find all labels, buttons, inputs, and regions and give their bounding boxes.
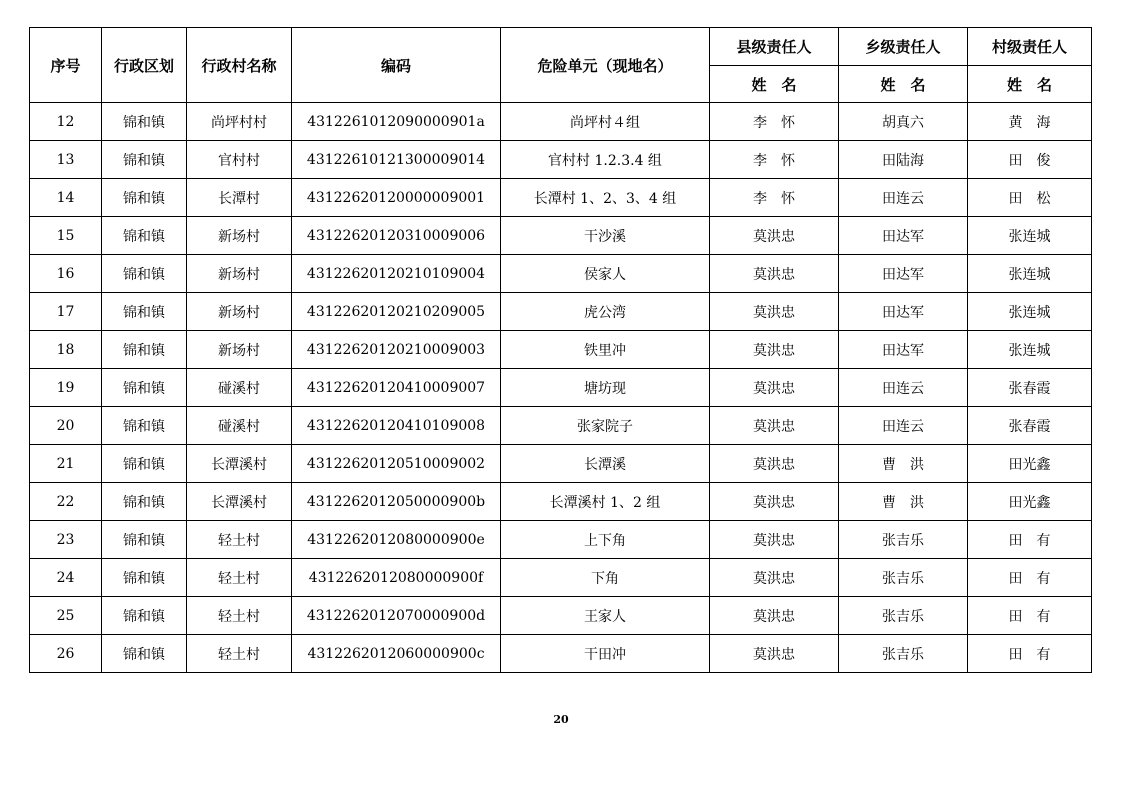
table-row [30, 635, 1092, 673]
cell-code: 43122620120210109004 [292, 255, 501, 293]
cell-village-leader: 张春霞 [968, 369, 1092, 407]
cell-county-leader: 莫洪忠 [710, 217, 839, 255]
cell-danger-unit: 王家人 [501, 597, 710, 635]
cell-seq: 22 [30, 483, 102, 521]
cell-seq: 15 [30, 217, 102, 255]
cell-town-leader: 田连云 [839, 369, 968, 407]
cell-village-leader: 张连城 [968, 331, 1092, 369]
cell-code: 43122620120410109008 [292, 407, 501, 445]
cell-seq: 19 [30, 369, 102, 407]
cell-seq: 13 [30, 141, 102, 179]
cell-code: 43122620120310009006 [292, 217, 501, 255]
cell-village: 碰溪村 [187, 369, 292, 407]
header-village-name-label: 姓 名 [968, 66, 1092, 103]
cell-district: 锦和镇 [102, 483, 187, 521]
cell-county-leader: 莫洪忠 [710, 445, 839, 483]
cell-village-leader: 田 松 [968, 179, 1092, 217]
cell-county-leader: 莫洪忠 [710, 521, 839, 559]
cell-village: 长潭村 [187, 179, 292, 217]
cell-danger-unit: 干田冲 [501, 635, 710, 673]
cell-village: 碰溪村 [187, 407, 292, 445]
cell-county-leader: 李 怀 [710, 179, 839, 217]
cell-town-leader: 田达军 [839, 217, 968, 255]
cell-county-leader: 莫洪忠 [710, 369, 839, 407]
table-row [30, 445, 1092, 483]
cell-danger-unit: 干沙溪 [501, 217, 710, 255]
cell-district: 锦和镇 [102, 445, 187, 483]
cell-code: 4312262012050000900b [292, 483, 501, 521]
cell-code: 43122620120000009001 [292, 179, 501, 217]
cell-seq: 18 [30, 331, 102, 369]
cell-village: 轻土村 [187, 521, 292, 559]
cell-code: 4312262012070000900d [292, 597, 501, 635]
cell-code: 4312261012090000901a [292, 103, 501, 141]
page-number: 20 [553, 713, 569, 726]
cell-district: 锦和镇 [102, 407, 187, 445]
cell-village: 长潭溪村 [187, 445, 292, 483]
cell-danger-unit: 上下角 [501, 521, 710, 559]
cell-district: 锦和镇 [102, 331, 187, 369]
cell-district: 锦和镇 [102, 597, 187, 635]
cell-county-leader: 莫洪忠 [710, 559, 839, 597]
responsibility-table [29, 27, 1092, 673]
cell-town-leader: 曹 洪 [839, 483, 968, 521]
cell-code: 4312261012130000901​4 [292, 141, 501, 179]
table-row [30, 331, 1092, 369]
cell-code: 4312262012080000900e [292, 521, 501, 559]
header-seq: 序号 [30, 28, 102, 103]
header-village-name: 行政村名称 [187, 28, 292, 103]
table-row [30, 293, 1092, 331]
cell-district: 锦和镇 [102, 293, 187, 331]
table-row [30, 597, 1092, 635]
cell-village: 尚坪村村 [187, 103, 292, 141]
cell-village: 新场村 [187, 293, 292, 331]
cell-village-leader: 田 有 [968, 635, 1092, 673]
cell-town-leader: 田陆海 [839, 141, 968, 179]
cell-county-leader: 莫洪忠 [710, 255, 839, 293]
cell-code: 43122620120410009007 [292, 369, 501, 407]
cell-village: 长潭溪村 [187, 483, 292, 521]
cell-seq: 12 [30, 103, 102, 141]
header-county-name: 姓 名 [710, 66, 839, 103]
cell-seq: 24 [30, 559, 102, 597]
cell-county-leader: 莫洪忠 [710, 407, 839, 445]
cell-seq: 21 [30, 445, 102, 483]
cell-seq: 23 [30, 521, 102, 559]
cell-code: 43122620120510009002 [292, 445, 501, 483]
table-row [30, 407, 1092, 445]
cell-danger-unit: 长潭溪 [501, 445, 710, 483]
cell-danger-unit: 张家院子 [501, 407, 710, 445]
cell-village-leader: 田 有 [968, 559, 1092, 597]
cell-district: 锦和镇 [102, 521, 187, 559]
cell-town-leader: 田达军 [839, 331, 968, 369]
header-danger-unit: 危险单元（现地名） [501, 28, 710, 103]
header-village-leader: 村级责任人 [968, 28, 1092, 66]
cell-town-leader: 张吉乐 [839, 521, 968, 559]
cell-village-leader: 田光鑫 [968, 483, 1092, 521]
cell-village-leader: 田 俊 [968, 141, 1092, 179]
cell-seq: 14 [30, 179, 102, 217]
cell-town-leader: 曹 洪 [839, 445, 968, 483]
cell-danger-unit: 塘坊现 [501, 369, 710, 407]
header-row-1 [30, 28, 1092, 66]
cell-code: 4312262012060000900c [292, 635, 501, 673]
cell-danger-unit: 尚坪村４组 [501, 103, 710, 141]
cell-village-leader: 田光鑫 [968, 445, 1092, 483]
cell-village-leader: 张连城 [968, 217, 1092, 255]
cell-town-leader: 田达军 [839, 293, 968, 331]
cell-danger-unit: 下角 [501, 559, 710, 597]
cell-code: 43122620120210209005 [292, 293, 501, 331]
cell-district: 锦和镇 [102, 255, 187, 293]
cell-seq: 20 [30, 407, 102, 445]
cell-danger-unit: 长潭溪村 1、2 组 [501, 483, 710, 521]
cell-town-leader: 胡真六 [839, 103, 968, 141]
cell-danger-unit: 侯家人 [501, 255, 710, 293]
table-row [30, 369, 1092, 407]
cell-county-leader: 莫洪忠 [710, 597, 839, 635]
cell-district: 锦和镇 [102, 141, 187, 179]
header-town-name: 姓 名 [839, 66, 968, 103]
cell-seq: 17 [30, 293, 102, 331]
cell-village: 轻土村 [187, 635, 292, 673]
cell-town-leader: 张吉乐 [839, 559, 968, 597]
cell-seq: 25 [30, 597, 102, 635]
table-row [30, 103, 1092, 141]
table-row [30, 559, 1092, 597]
cell-village: 新场村 [187, 331, 292, 369]
cell-code: 4312262012080000900f [292, 559, 501, 597]
cell-county-leader: 莫洪忠 [710, 331, 839, 369]
table-row [30, 217, 1092, 255]
cell-town-leader: 田连云 [839, 179, 968, 217]
table-row [30, 141, 1092, 179]
header-county-leader: 县级责任人 [710, 28, 839, 66]
cell-danger-unit: 官村村 1.2.3.4 组 [501, 141, 710, 179]
cell-town-leader: 张吉乐 [839, 635, 968, 673]
cell-code: 43122620120210009003 [292, 331, 501, 369]
cell-village: 轻土村 [187, 559, 292, 597]
cell-danger-unit: 铁里冲 [501, 331, 710, 369]
cell-district: 锦和镇 [102, 635, 187, 673]
cell-danger-unit: 长潭村 1、2、3、4 组 [501, 179, 710, 217]
cell-village: 官村村 [187, 141, 292, 179]
cell-seq: 16 [30, 255, 102, 293]
cell-town-leader: 田连云 [839, 407, 968, 445]
cell-village-leader: 田 有 [968, 521, 1092, 559]
cell-town-leader: 张吉乐 [839, 597, 968, 635]
cell-village-leader: 黄 海 [968, 103, 1092, 141]
cell-district: 锦和镇 [102, 179, 187, 217]
cell-danger-unit: 虎公湾 [501, 293, 710, 331]
header-town-leader: 乡级责任人 [839, 28, 968, 66]
cell-county-leader: 莫洪忠 [710, 635, 839, 673]
table-row [30, 521, 1092, 559]
cell-county-leader: 李 怀 [710, 103, 839, 141]
cell-village-leader: 田 有 [968, 597, 1092, 635]
cell-village-leader: 张连城 [968, 255, 1092, 293]
cell-county-leader: 李 怀 [710, 141, 839, 179]
header-code: 编码 [292, 28, 501, 103]
header-district: 行政区划 [102, 28, 187, 103]
cell-county-leader: 莫洪忠 [710, 293, 839, 331]
cell-town-leader: 田达军 [839, 255, 968, 293]
cell-district: 锦和镇 [102, 217, 187, 255]
cell-district: 锦和镇 [102, 559, 187, 597]
cell-village: 新场村 [187, 255, 292, 293]
cell-district: 锦和镇 [102, 103, 187, 141]
cell-county-leader: 莫洪忠 [710, 483, 839, 521]
table-row [30, 255, 1092, 293]
cell-village: 新场村 [187, 217, 292, 255]
cell-village-leader: 张春霞 [968, 407, 1092, 445]
cell-village-leader: 张连城 [968, 293, 1092, 331]
cell-district: 锦和镇 [102, 369, 187, 407]
table-row [30, 483, 1092, 521]
cell-seq: 26 [30, 635, 102, 673]
table-body [30, 103, 1092, 673]
cell-village: 轻土村 [187, 597, 292, 635]
table-row [30, 179, 1092, 217]
